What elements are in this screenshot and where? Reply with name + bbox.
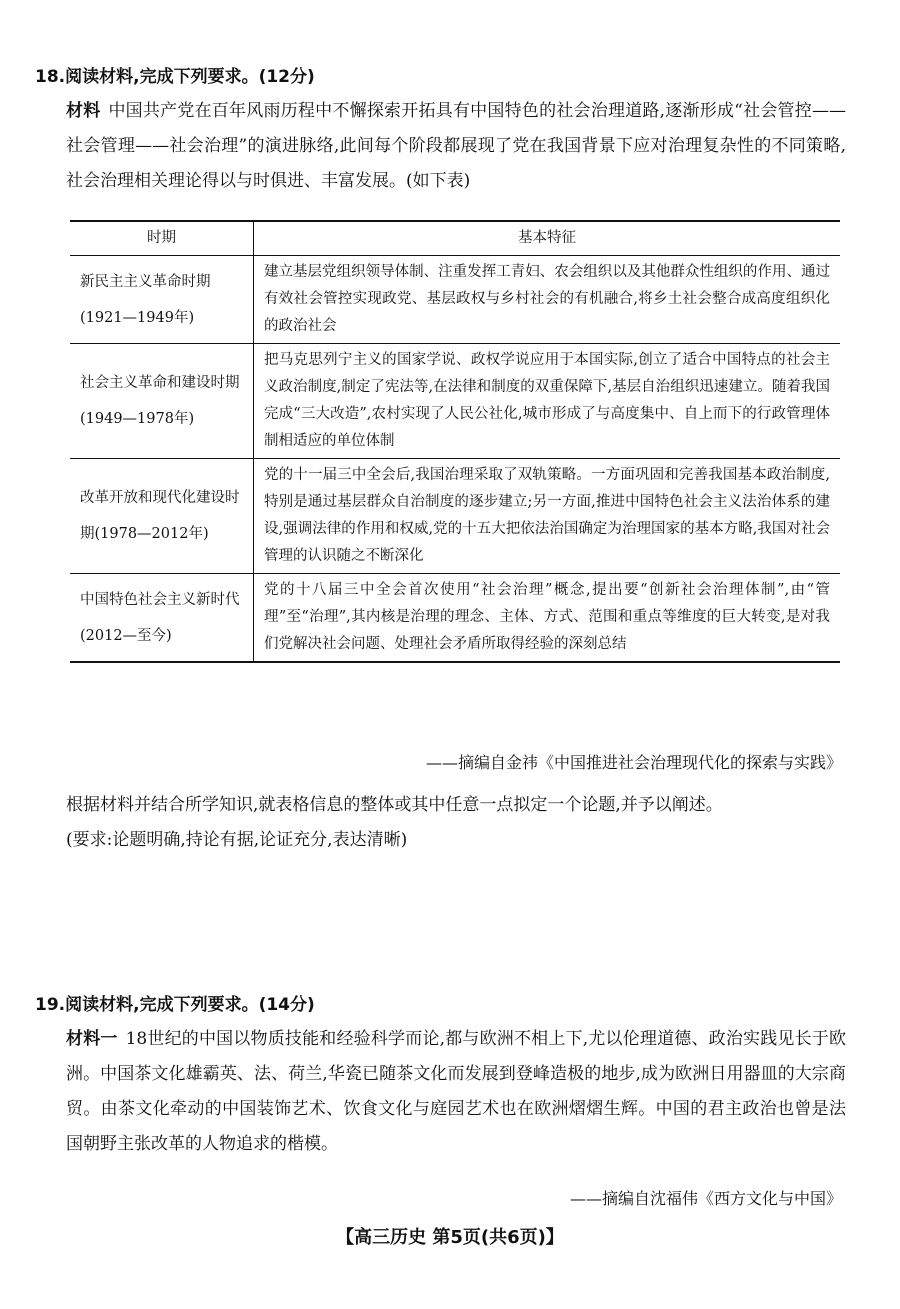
question-18-task [66, 788, 846, 858]
period-cell: 社会主义革命和建设时期(1949—1978年) [70, 344, 254, 459]
page-footer: 【高三历史 第5页(共6页)】 [336, 1227, 564, 1248]
feature-cell: 党的十八届三中全会首次使用“社会治理”概念,提出要“创新社会治理体制”,由“管理”至“治理”,其内核是治理的理念、主体、方式、范围和重点等维度的巨大转变,是对我们党解决社会问题、处理社会矛盾所取得经验的深刻总结 [254, 574, 841, 663]
period-cell: 改革开放和现代化建设时期(1978—2012年) [70, 459, 254, 574]
header-feature: 基本特征 [254, 221, 841, 256]
question-19-citation: ——摘编自沈福伟《西方文化与中国》 [569, 1189, 842, 1208]
material-one-text: 18世纪的中国以物质技能和经验科学而论,都与欧洲不相上下,尤以伦理道德、政治实践见长于欧洲。中国茶文化雄霸英、法、荷兰,华瓷已随茶文化而发展到登峰造极的地步,成为欧洲日用器皿的大宗商贸。由茶文化牵动的中国装饰艺术、饮食文化与庭园艺术也在欧洲熠熠生辉。中国的君主政治也曾是法国朝野主张改革的人物追求的楷模。 [66, 1029, 846, 1154]
governance-table [70, 220, 840, 663]
feature-cell: 建立基层党组织领导体制、注重发挥工青妇、农会组织以及其他群众性组织的作用、通过有效社会管控实现政党、基层政权与乡村社会的有机融合,将乡土社会整合成高度组织化的政治社会 [254, 256, 841, 344]
material-label: 材料 [66, 101, 101, 121]
question-18-material [66, 94, 846, 199]
table-header-row [70, 221, 840, 256]
question-18-title: 18.阅读材料,完成下列要求。(12分) [35, 67, 315, 87]
table-row [70, 459, 840, 574]
period-cell: 中国特色社会主义新时代(2012—至今) [70, 574, 254, 663]
feature-cell: 把马克思列宁主义的国家学说、政权学说应用于本国实际,创立了适合中国特点的社会主义政治制度,制定了宪法等,在法律和制度的双重保障下,基层自治组织迅速建立。随着我国完成“三大改造”,农村实现了人民公社化,城市形成了与高度集中、自上而下的行政管理体制相适应的单位体制 [254, 344, 841, 459]
table-row [70, 344, 840, 459]
question-18-citation: ——摘编自金祎《中国推进社会治理现代化的探索与实践》 [425, 753, 842, 772]
table-row [70, 574, 840, 663]
table-row [70, 256, 840, 344]
feature-cell: 党的十一届三中全会后,我国治理采取了双轨策略。一方面巩固和完善我国基本政治制度,特别是通过基层群众自治制度的逐步建立;另一方面,推进中国特色社会主义法治体系的建设,强调法律的作用和权威,党的十五大把依法治国确定为治理国家的基本方略,我国对社会管理的认识随之不断深化 [254, 459, 841, 574]
material-one-label: 材料一 [66, 1029, 118, 1049]
task-requirement: (要求:论题明确,持论有据,论证充分,表达清晰) [66, 830, 408, 850]
header-period: 时期 [70, 221, 254, 256]
governance-table-wrapper [70, 220, 840, 663]
material-text: 中国共产党在百年风雨历程中不懈探索开拓具有中国特色的社会治理道路,逐渐形成“社会管控——社会管理——社会治理”的演进脉络,此间每个阶段都展现了党在我国背景下应对治理复杂性的不同策略,社会治理相关理论得以与时俱进、丰富发展。(如下表) [66, 101, 847, 191]
question-19-material [66, 1022, 846, 1162]
task-text: 根据材料并结合所学知识,就表格信息的整体或其中任意一点拟定一个论题,并予以阐述。 [66, 795, 723, 815]
period-cell: 新民主主义革命时期(1921—1949年) [70, 256, 254, 344]
question-19-title: 19.阅读材料,完成下列要求。(14分) [35, 995, 315, 1015]
